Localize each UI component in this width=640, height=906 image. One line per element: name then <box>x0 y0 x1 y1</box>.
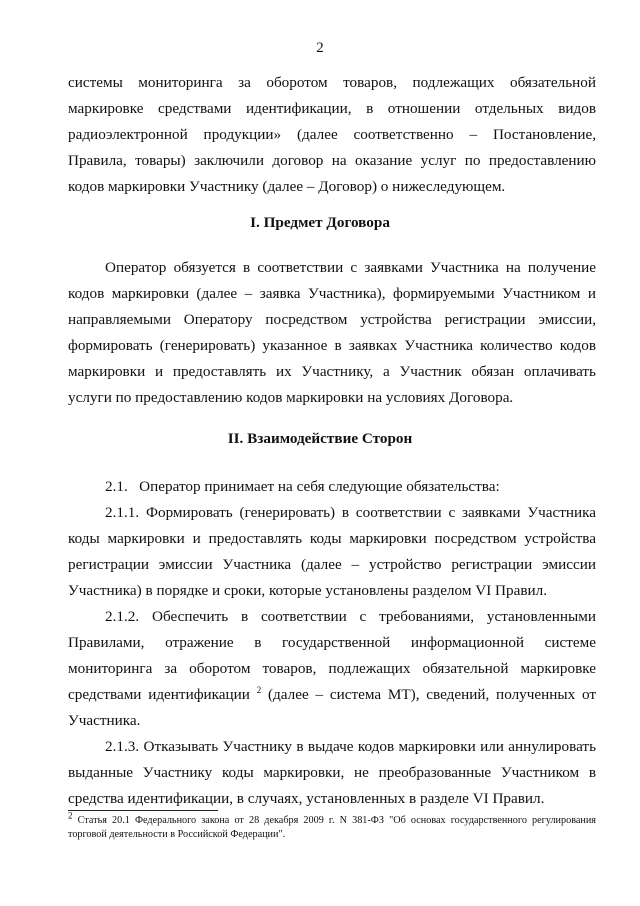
section-2-body <box>68 474 596 812</box>
clause-2-1-1: 2.1.1. Формировать (генерировать) в соответствии с заявками Участника коды маркировки и предоставлять коды маркировки посредством устройства регистрации эмиссии Участника (далее – устройство регистрации эмиссии Участника) в порядке и сроки, которые установлены разделом VI Правил. <box>68 504 596 599</box>
footnote-number: 2 <box>68 810 73 821</box>
section-1-heading: I. Предмет Договора <box>250 214 390 231</box>
footnote-divider <box>68 810 218 811</box>
section-1-body <box>68 255 596 411</box>
clause-2-1-3: 2.1.3. Отказывать Участнику в выдаче кодов маркировки или аннулировать выданные Участнику коды маркировки, не преобразованные Участником в средства идентификации, в случаях, установленных в разделе VI Правил. <box>68 738 596 807</box>
footnote-text: Статья 20.1 Федерального закона от 28 декабря 2009 г. N 381-ФЗ "Об основах государственного регулирования торговой деятельности в Российской Федерации". <box>68 815 596 840</box>
clause-2-1-2-text: 2.1.2. Обеспечить в соответствии с требованиями, установленными Правилами, отражение в государственной информационной системе мониторинга за оборотом товаров, подлежащих обязательной маркировке средствами идентификации <box>68 608 596 703</box>
clause-2-1-2-text-end: (далее – система МТ), сведений, полученных от Участника. <box>68 686 596 729</box>
intro-paragraph-block <box>68 70 596 200</box>
clause-2-1-2 <box>68 604 596 734</box>
footnote-reference: 2 <box>256 684 262 695</box>
page-number: 2 <box>316 40 324 56</box>
clause-2-1: 2.1. Оператор принимает на себя следующие обязательства: <box>105 478 500 495</box>
section-2-heading: II. Взаимодействие Сторон <box>227 430 413 447</box>
footnote <box>68 810 596 842</box>
intro-paragraph: системы мониторинга за оборотом товаров, подлежащих обязательной маркировке средствами идентификации, в отношении отдельных видов радиоэлектронной продукции» (далее соответственно – Постановление, Правила, товары) заключили договор на оказание услуг по предоставлению кодов маркировки Участнику (далее – Договор) о нижеследующем. <box>68 74 596 195</box>
section-1-paragraph: Оператор обязуется в соответствии с заявками Участника на получение кодов маркировки (далее – заявка Участника), формируемыми Участником и направляемыми Оператору посредством устройства регистрации эмиссии, формировать (генерировать) указанное в заявках Участника количество кодов маркировки и предоставлять их Участнику, а Участник обязан оплачивать услуги по предоставлению кодов маркировки на условиях Договора. <box>68 259 596 406</box>
